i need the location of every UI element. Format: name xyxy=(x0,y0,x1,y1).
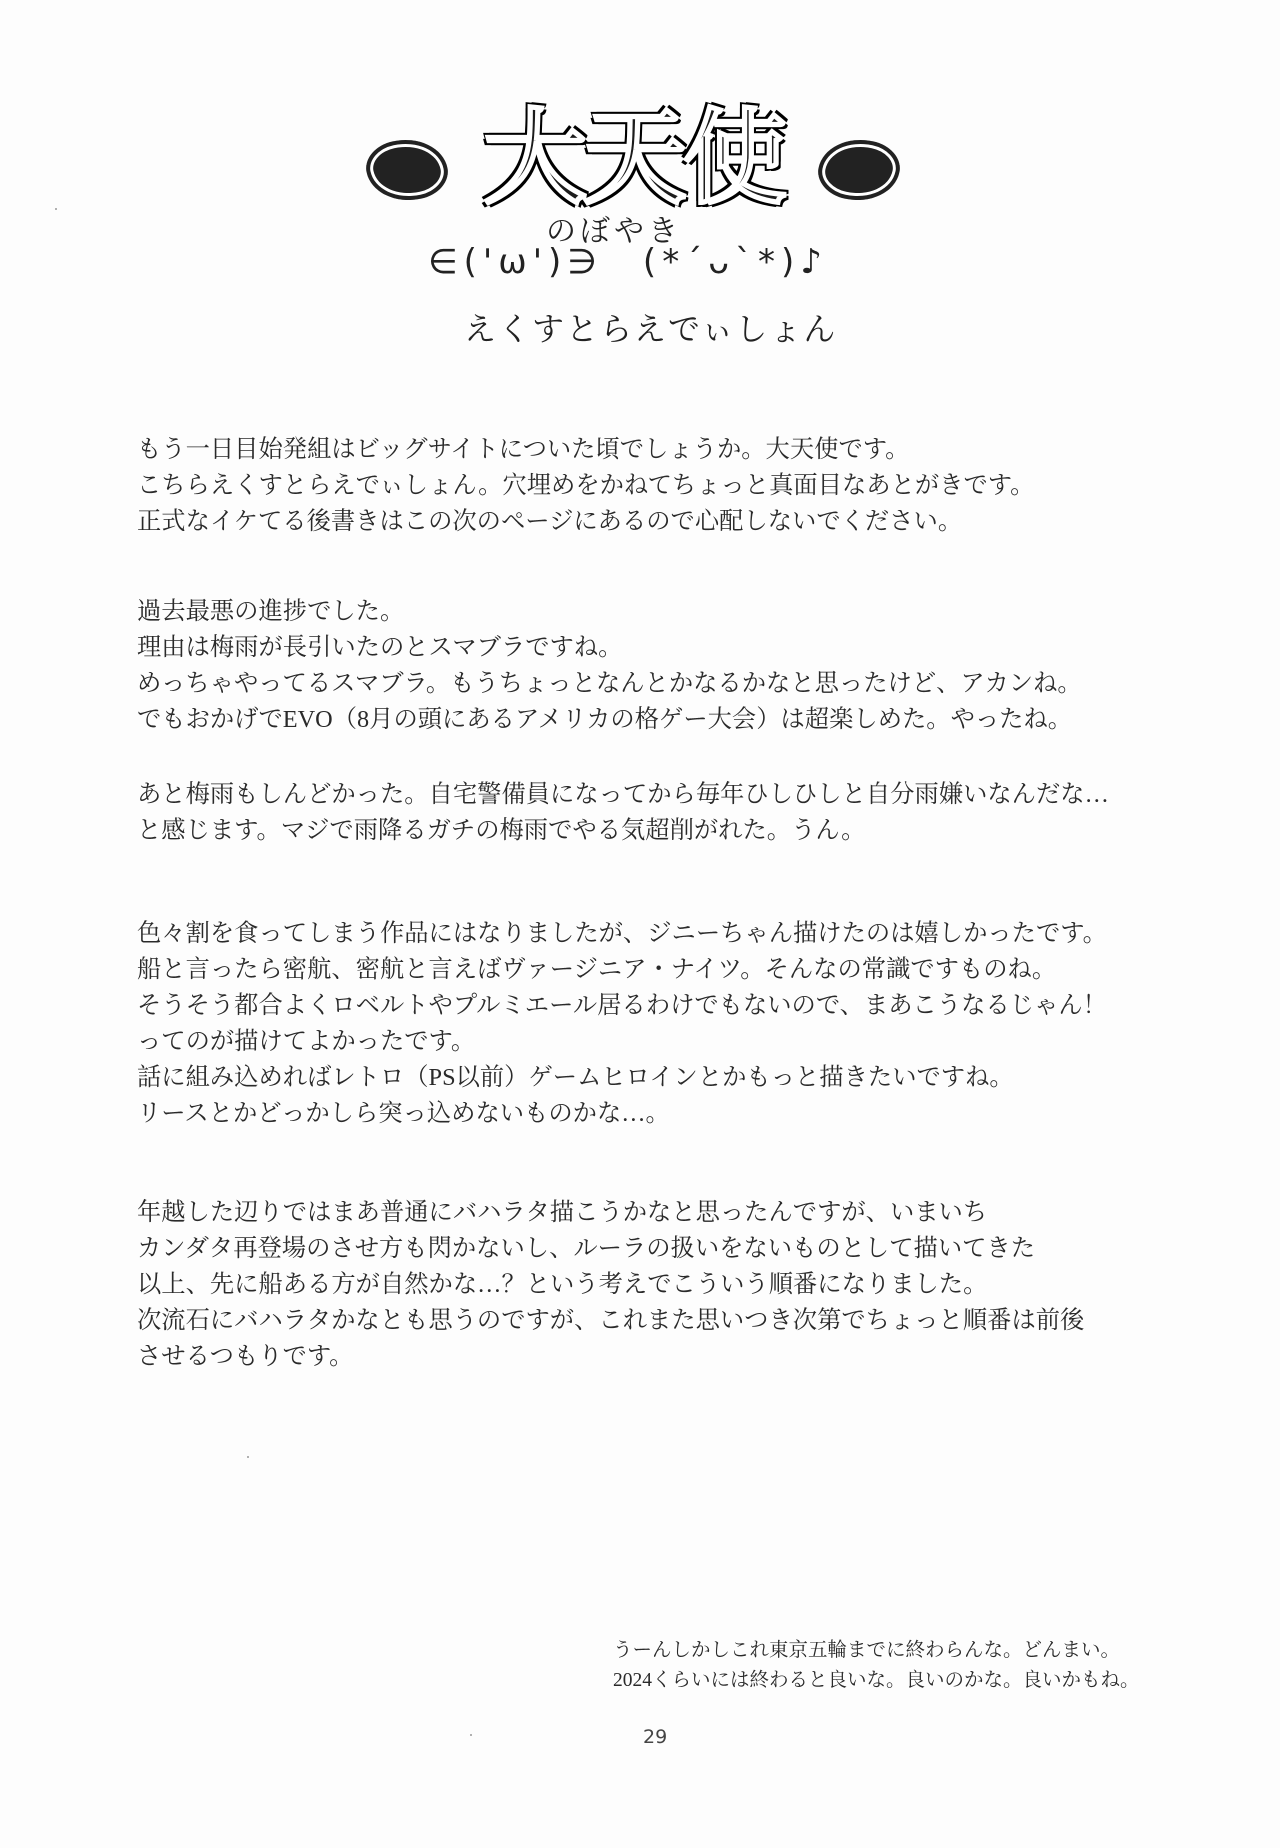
text-line: こちらえくすとらえでぃしょん。穴埋めをかねてちょっと真面目なあとがきです。 xyxy=(137,472,1035,499)
text-line: 以上、先に船ある方が自然かな…？という考えでこういう順番になりました。 xyxy=(137,1271,988,1298)
scan-speck xyxy=(470,1734,472,1736)
title-logo xyxy=(367,97,899,219)
text-line: 船と言ったら密航、密航と言えばヴァージニア・ナイツ。そんなの常識ですものね。 xyxy=(137,956,1057,983)
footnote-line: うーんしかしこれ東京五輪までに終わらんな。どんまい。 xyxy=(613,1640,1121,1661)
scan-speck xyxy=(55,208,57,210)
text-line: させるつもりです。 xyxy=(137,1343,354,1370)
text-line: でもおかげでEVO（8月の頭にあるアメリカの格ゲー大会）は超楽しめた。やったね。 xyxy=(137,706,1073,733)
text-line: リースとかどっかしら突っ込めないものかな…。 xyxy=(137,1100,670,1127)
text-line: カンダタ再登場のさせ方も閃かないし、ルーラの扱いをないものとして描いてきた xyxy=(137,1235,1036,1262)
scan-speck xyxy=(247,1456,249,1458)
text-line: 話に組み込めればレトロ（PS以前）ゲームヒロインとかもっと描きたいですね。 xyxy=(137,1064,1014,1091)
text-line: あと梅雨もしんどかった。自宅警備員になってから毎年ひしひしと自分雨嫌いなんだな… xyxy=(137,781,1109,808)
footnote-line: 2024くらいには終わると良いな。良いのかな。良いかもね。 xyxy=(613,1670,1140,1691)
text-line: 正式なイケてる後書きはこの次のページにあるので心配しないでください。 xyxy=(137,508,963,535)
footnote xyxy=(613,1636,1140,1696)
left-wing-icon xyxy=(361,131,452,208)
paragraph-3 xyxy=(137,777,1109,849)
text-line: と感じます。マジで雨降るガチの梅雨でやる気超削がれた。うん。 xyxy=(137,817,866,844)
paragraph-2 xyxy=(137,594,1082,738)
page-number: 29 xyxy=(643,1726,668,1748)
page-title: 大天使 xyxy=(482,97,783,219)
text-line: めっちゃやってるスマブラ。もうちょっとなんとかなるかなと思ったけど、アカンね。 xyxy=(137,670,1082,697)
text-line: ってのが描けてよかったです。 xyxy=(137,1028,476,1055)
paragraph-1 xyxy=(137,432,1034,540)
paragraph-4 xyxy=(137,916,1107,1132)
edition-label: えくすとらえでぃしょん xyxy=(464,310,838,348)
text-line: そうそう都合よくロベルトやプルミエール居るわけでもないので、まあこうなるじゃん！ xyxy=(137,992,1107,1019)
title-subtitle: のぼやき xyxy=(546,214,682,249)
title-emoticons: ∈('ω')∋ (*´ᴗ`*)♪ xyxy=(428,242,828,282)
text-line: 過去最悪の進捗でした。 xyxy=(137,598,405,625)
paragraph-5 xyxy=(137,1195,1084,1375)
text-line: もう一日目始発組はビッグサイトについた頃でしょうか。大天使です。 xyxy=(137,436,910,463)
text-line: 次流石にバハラタかなとも思うのですが、これまた思いつき次第でちょっと順番は前後 xyxy=(137,1307,1085,1334)
text-line: 年越した辺りではまあ普通にバハラタ描こうかなと思ったんですが、いまいち xyxy=(137,1199,988,1226)
text-line: 色々割を食ってしまう作品にはなりましたが、ジニーちゃん描けたのは嬉しかったです。 xyxy=(137,920,1107,947)
right-wing-icon xyxy=(813,131,904,208)
text-line: 理由は梅雨が長引いたのとスマブラですね。 xyxy=(137,634,623,661)
